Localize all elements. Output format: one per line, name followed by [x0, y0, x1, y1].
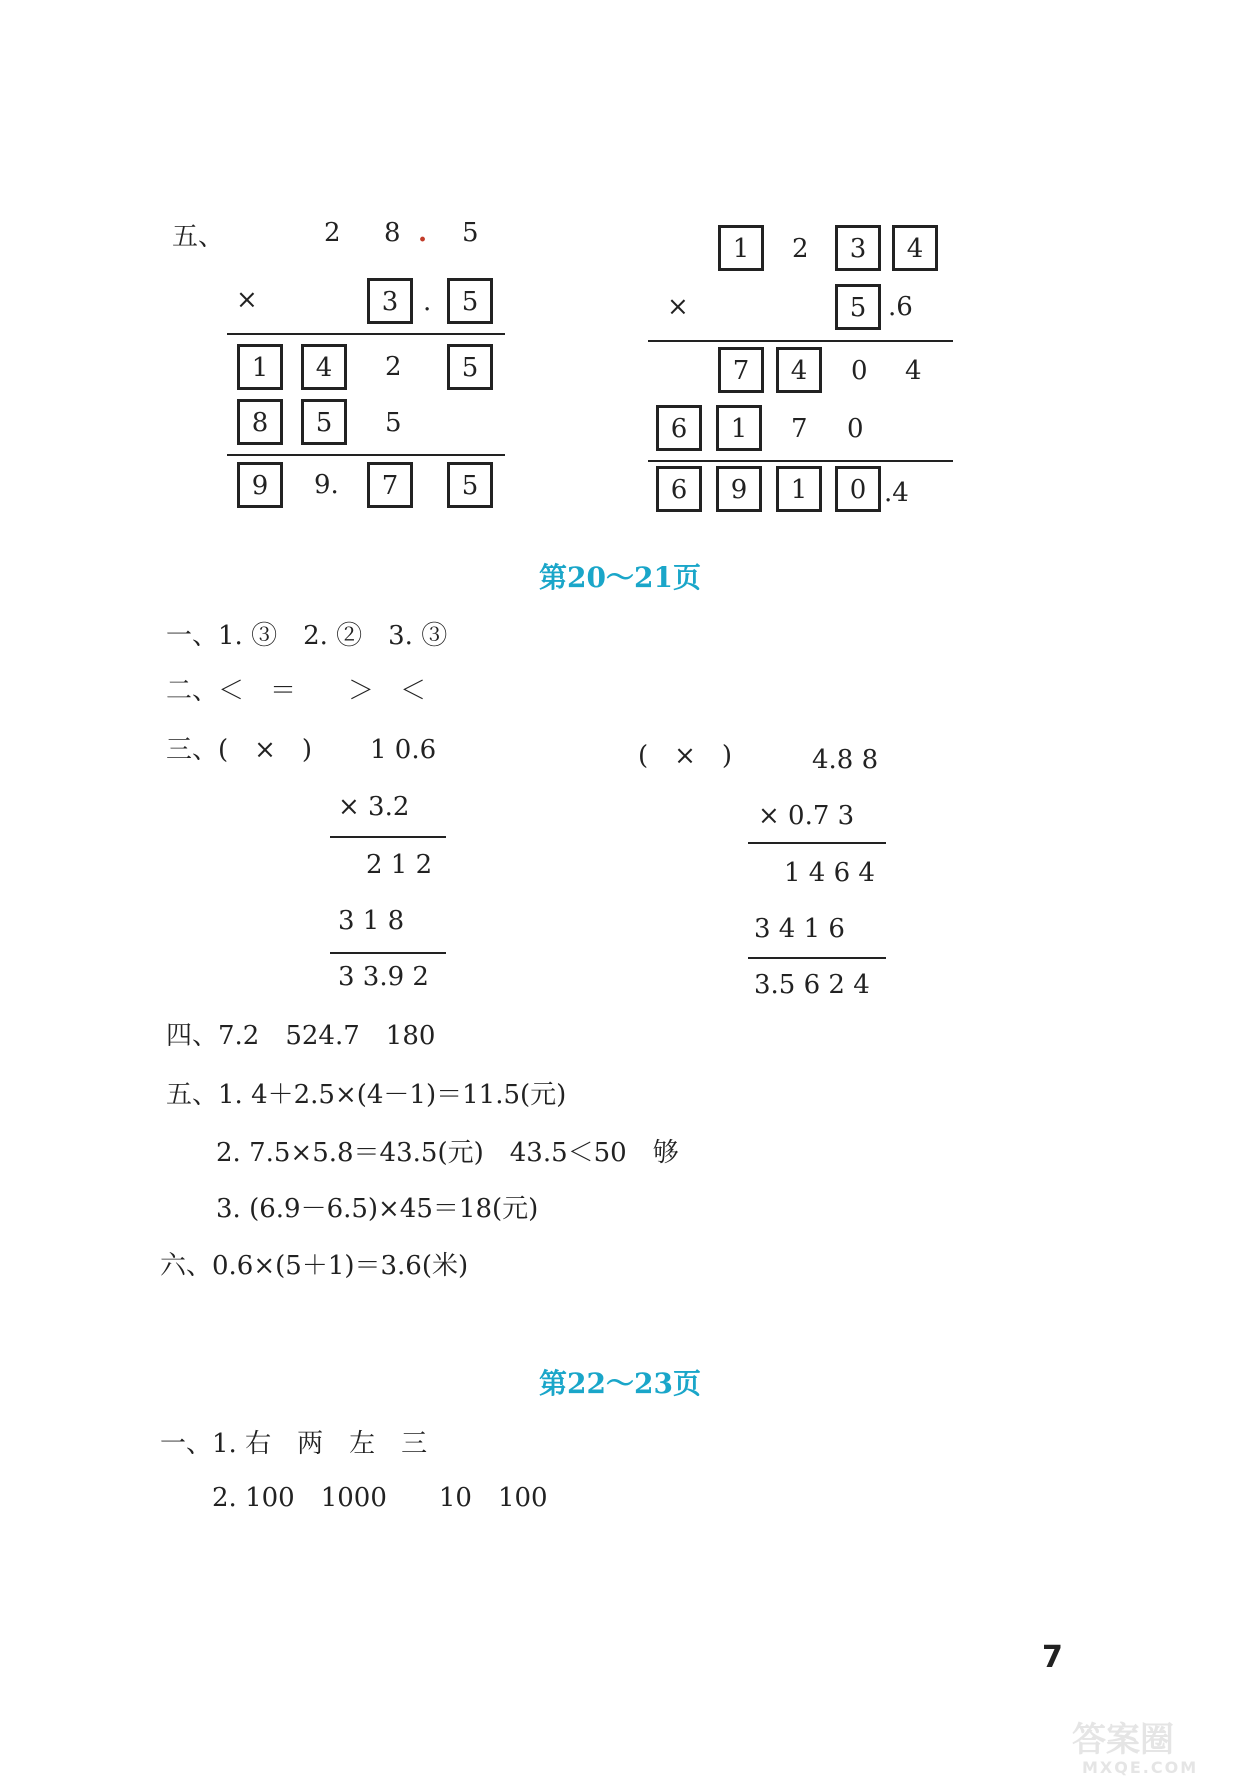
divider-line — [330, 836, 446, 838]
answer-box: 7 — [367, 462, 413, 508]
page-number: 7 — [1042, 1640, 1063, 1675]
section-five-label: 五、 — [172, 222, 225, 252]
divider-line — [648, 340, 953, 342]
divider-line — [748, 957, 886, 959]
watermark-url: MXQE.COM — [1082, 1758, 1199, 1777]
answer-line: 六、0.6×(5＋1)＝3.6(米) — [160, 1251, 469, 1281]
digit: 2 — [324, 218, 341, 248]
answer-box: 5 — [301, 399, 347, 445]
answer-box: 3 — [367, 278, 413, 324]
answer-box: 5 — [835, 284, 881, 330]
calc-line: 1 4 6 4 — [784, 858, 875, 888]
answer-line: 五、1. 4＋2.5×(4－1)＝11.5(元) — [166, 1080, 567, 1110]
calc-line: 3 1 8 — [338, 906, 405, 936]
answer-line: 一、1. ③ 2. ② 3. ③ — [166, 621, 448, 651]
answer-box: 3 — [835, 225, 881, 271]
digit: 7 — [791, 414, 808, 444]
divider-line — [330, 952, 446, 954]
divider-line — [748, 842, 886, 844]
digit: 8 — [384, 218, 401, 248]
divider-line — [227, 454, 505, 456]
answer-box: 1 — [237, 344, 283, 390]
watermark-logo: 答案圈 — [1072, 1720, 1174, 1760]
answer-box: 4 — [892, 225, 938, 271]
calc-line: 4.8 8 — [812, 745, 879, 775]
answer-line: 2. 7.5×5.8＝43.5(元) 43.5＜50 够 — [216, 1138, 679, 1168]
answer-box: 6 — [656, 466, 702, 512]
digit: 4 — [905, 356, 922, 386]
answer-line: 3. (6.9－6.5)×45＝18(元) — [216, 1194, 539, 1224]
answer-box: 6 — [656, 405, 702, 451]
digit: 9. — [314, 470, 339, 500]
answer-line: ( × ) — [638, 741, 733, 771]
times-sign: × — [667, 292, 689, 322]
answer-line: 三、( × ) — [166, 735, 313, 765]
times-sign: × — [236, 285, 258, 315]
answer-box: 5 — [447, 344, 493, 390]
answer-line: 二、＜ ＝ ＞ ＜ — [166, 676, 427, 706]
calc-line: 1 0.6 — [370, 735, 437, 765]
answer-box: 1 — [716, 405, 762, 451]
calc-line: 3.5 6 2 4 — [754, 970, 870, 1000]
answer-box: 5 — [447, 278, 493, 324]
section-title-22-23: 第22～23页 — [539, 1367, 701, 1400]
digit: 0 — [851, 356, 868, 386]
answer-box: 4 — [301, 344, 347, 390]
section-title-20-21: 第20～21页 — [539, 561, 701, 594]
answer-line: 四、7.2 524.7 180 — [166, 1021, 436, 1051]
calc-line: 2 1 2 — [366, 850, 433, 880]
decimal-point: . — [423, 287, 432, 317]
answer-line: 一、1. 右 两 左 三 — [160, 1429, 428, 1459]
divider-line — [648, 460, 953, 462]
answer-box: 0 — [835, 466, 881, 512]
answer-box: 4 — [776, 347, 822, 393]
calc-line: 3 4 1 6 — [754, 914, 845, 944]
decimal-point: . — [418, 218, 428, 248]
answer-box: 9 — [716, 466, 762, 512]
divider-line — [227, 333, 505, 335]
calc-line: × 0.7 3 — [758, 801, 855, 831]
digit: 5 — [462, 218, 479, 248]
answer-box: 9 — [237, 462, 283, 508]
answer-box: 1 — [718, 225, 764, 271]
answer-box: 8 — [237, 399, 283, 445]
digit: .6 — [888, 292, 913, 322]
answer-box: 7 — [718, 347, 764, 393]
answer-line: 2. 100 1000 10 100 — [212, 1483, 548, 1513]
digit: 5 — [385, 408, 402, 438]
digit: 2 — [385, 352, 402, 382]
calc-line: × 3.2 — [338, 792, 410, 822]
calc-line: 3 3.9 2 — [338, 962, 429, 992]
digit: .4 — [884, 478, 909, 508]
digit: 0 — [847, 414, 864, 444]
digit: 2 — [792, 234, 809, 264]
answer-box: 5 — [447, 462, 493, 508]
answer-box: 1 — [776, 466, 822, 512]
